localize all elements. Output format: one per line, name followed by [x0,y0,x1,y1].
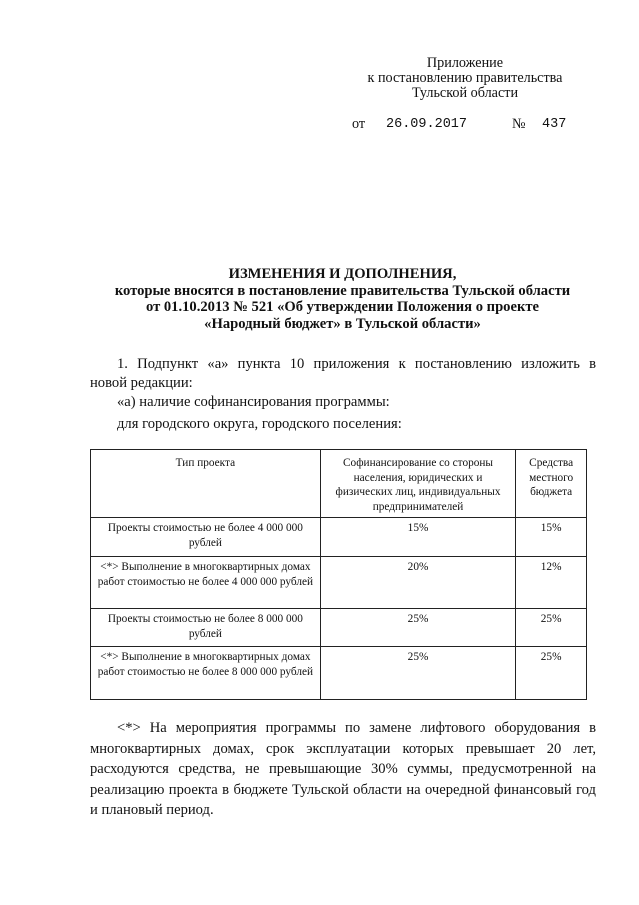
document-date: 26.09.2017 [386,117,468,132]
table-row [91,609,587,647]
appendix-line-2: к постановлению правительства [367,70,563,86]
row-project-type: Проекты стоимостью не более 4 000 000 рублей [91,518,321,557]
footnote [90,718,596,821]
footnote-text: <*> На мероприятия программы по замене лифтового оборудования в многоквартирных домах, срок эксплуатации которых превышает 20 лет, расходуются средства, не превышающие 30% суммы, предусмотренной на реализацию проекта в бюджете Тульской области на очередной финансовый год и плановый период. [90,720,596,818]
paragraph-1-line-1: 1. Подпункт «а» пункта 10 приложения к постановлению изложить в [117,356,596,372]
row-local-budget: 15% [516,518,587,557]
header-cofinancing: Софинансирование со стороны населения, юридических и физических лиц, индивидуальных предпринимателей [320,450,515,518]
row-local-budget: 12% [516,557,587,609]
table-row [91,647,587,700]
cofinancing-table [90,449,587,700]
row-project-type: Проекты стоимостью не более 8 000 000 рублей [91,609,321,647]
number-sign: № [512,116,526,132]
row-local-budget: 25% [516,609,587,647]
appendix-line-1: Приложение [426,55,504,71]
table-header-row [91,450,587,518]
table-row [91,518,587,557]
title-line-4: «Народный бюджет» в Тульской области» [204,315,481,332]
row-cofinancing: 25% [320,609,515,647]
row-project-type: <*> Выполнение в многоквартирных домах работ стоимостью не более 4 000 000 рублей [91,557,321,609]
row-cofinancing: 25% [320,647,515,700]
title-line-2: которые вносятся в постановление правительства Тульской области [114,282,571,299]
document-title [90,266,595,332]
appendix-line-3: Тульской области [411,85,519,101]
paragraph-3: для городского округа, городского поселения: [117,416,402,432]
paragraph-1-line-2: новой редакции: [90,374,193,391]
row-local-budget: 25% [516,647,587,700]
paragraph-1 [90,355,596,392]
date-from-label: от [352,116,366,132]
header-local-budget: Средства местного бюджета [516,450,587,518]
row-cofinancing: 20% [320,557,515,609]
header-project-type: Тип проекта [91,450,321,518]
table-row [91,557,587,609]
title-line-1: ИЗМЕНЕНИЯ И ДОПОЛНЕНИЯ, [228,266,457,282]
row-cofinancing: 15% [320,518,515,557]
document-number: 437 [542,117,567,132]
row-project-type: <*> Выполнение в многоквартирных домах работ стоимостью не более 8 000 000 рублей [91,647,321,700]
paragraph-2: «а) наличие софинансирования программы: [117,394,390,410]
title-line-3: от 01.10.2013 № 521 «Об утверждении Положения о проекте [145,299,540,315]
appendix-header [340,56,590,101]
